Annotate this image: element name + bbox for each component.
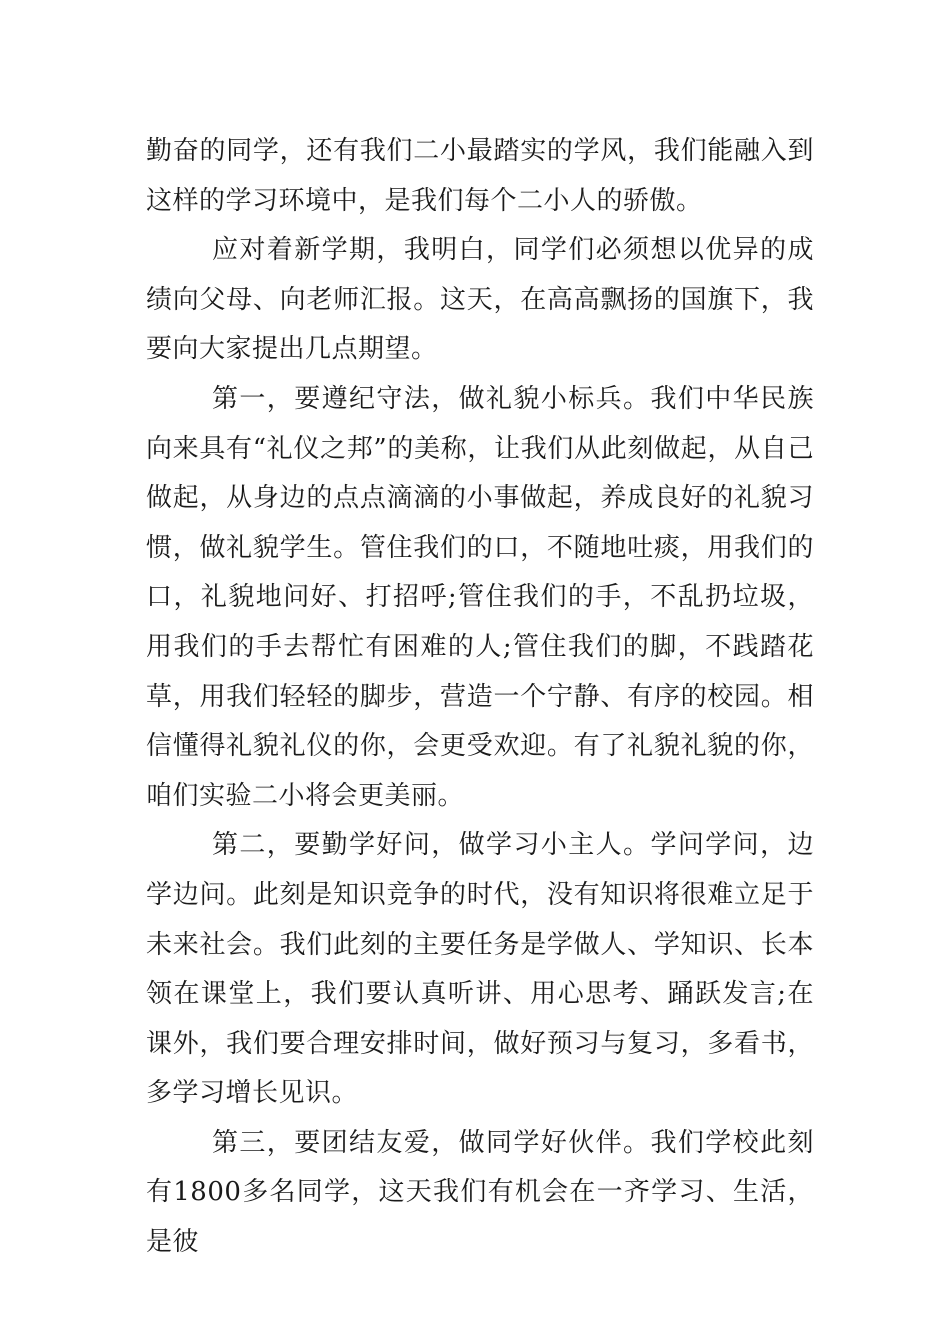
document-body [146,127,814,1268]
paragraph: 勤奋的同学，还有我们二小最踏实的学风，我们能融入到这样的学习环境中，是我们每个二小人的骄傲。 [146,136,814,216]
paragraph: 应对着新学期，我明白，同学们必须想以优异的成绩向父母、向老师汇报。这天，在高高飘扬的国旗下，我要向大家提出几点期望。 [146,235,814,365]
paragraph: 第一，要遵纪守法，做礼貌小标兵。我们中华民族向来具有“礼仪之邦”的美称，让我们从此刻做起，从自己做起，从身边的点点滴滴的小事做起，养成良好的礼貌习惯，做礼貌学生。管住我们的口，不随地吐痰，用我们的口，礼貌地问好、打招呼;管住我们的手，不乱扔垃圾，用我们的手去帮忙有困难的人;管住我们的脚，不践踏花草，用我们轻轻的脚步，营造一个宁静、有序的校园。相信懂得礼貌礼仪的你，会更受欢迎。有了礼貌礼貌的你，咱们实验二小将会更美丽。 [146,383,814,811]
paragraph: 第三，要团结友爱，做同学好伙伴。我们学校此刻有1800多名同学，这天我们有机会在一齐学习、生活，是彼 [146,1127,814,1258]
paragraph: 第二，要勤学好问，做学习小主人。学问学问，边学边问。此刻是知识竞争的时代，没有知识将很难立足于未来社会。我们此刻的主要任务是学做人、学知识、长本领在课堂上，我们要认真听讲、用心思考、踊跃发言;在课外，我们要合理安排时间，做好预习与复习，多看书，多学习增长见识。 [146,830,814,1109]
